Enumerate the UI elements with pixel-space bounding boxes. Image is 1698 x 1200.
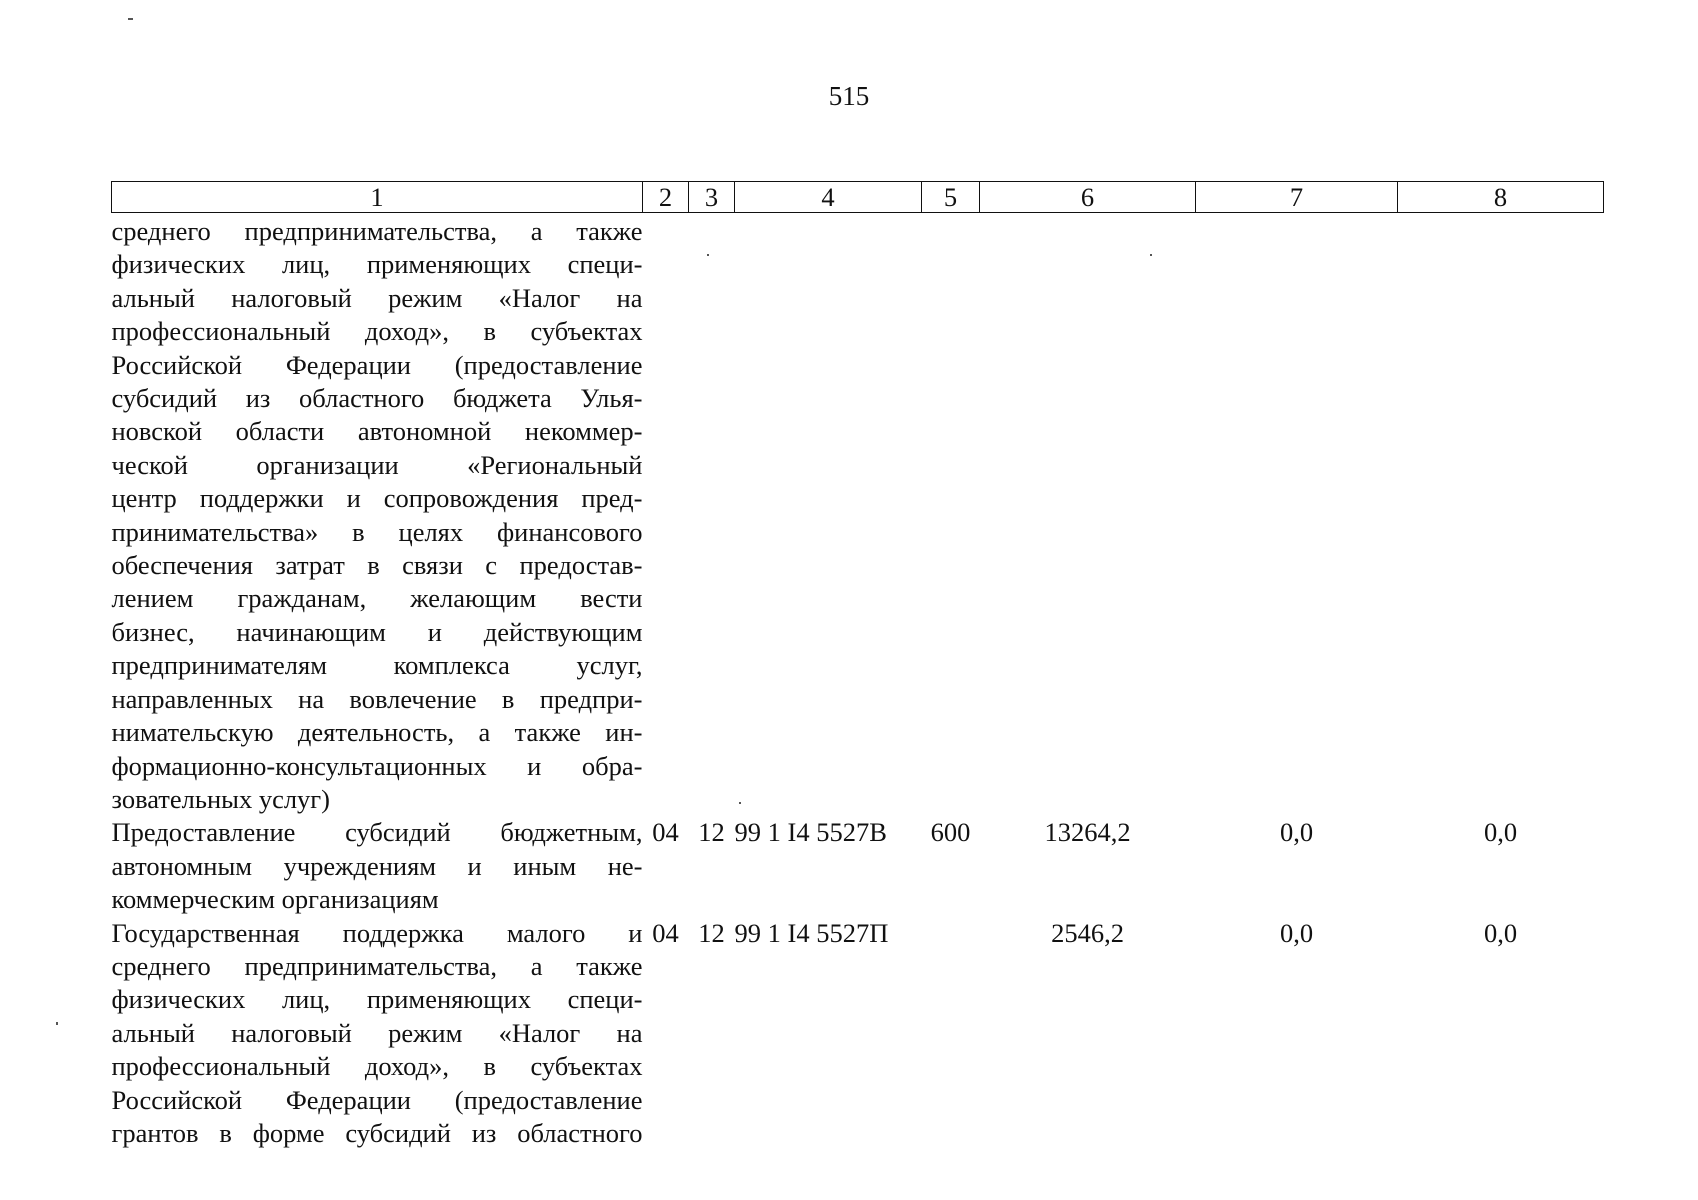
description-line: альный налоговый режим «Налог на	[111, 282, 643, 313]
description-line: центр поддержки и сопровождения пред-	[111, 483, 643, 514]
cell-target-article: 99 1 I4 5527П	[734, 917, 889, 948]
cell-amount-col7: 0,0	[1279, 917, 1314, 948]
cell-target-article: 99 1 I4 5527В	[734, 817, 887, 848]
cell-amount-col6: 2546,2	[1051, 917, 1124, 948]
cell-expense-type	[922, 213, 980, 817]
scan-mark	[56, 1022, 58, 1025]
description-line: ческой организации «Региональный	[111, 449, 643, 480]
description-line: альный налоговый режим «Налог на	[111, 1017, 643, 1048]
cell-expense-type: 600	[930, 817, 971, 848]
cell-section: 04	[652, 917, 679, 948]
column-header-7: 7	[1196, 182, 1398, 213]
table-header	[112, 182, 1604, 213]
cell-target-article	[735, 213, 922, 817]
description-line: физических лиц, применяющих специ-	[111, 984, 643, 1015]
cell-amount-col6	[980, 213, 1196, 817]
cell-amount-col8	[1398, 213, 1604, 817]
description-line: направленных на вовлечение в предпри-	[111, 683, 643, 714]
column-header-5: 5	[922, 182, 980, 213]
cell-amount-col7	[1196, 213, 1398, 817]
cell-amount-col7: 0,0	[1279, 817, 1314, 848]
row-description	[112, 213, 643, 817]
description-line: лением гражданам, желающим вести	[111, 583, 643, 614]
cell-section	[643, 213, 689, 817]
description-line: Предоставление субсидий бюджетным,	[111, 817, 643, 848]
page-number: 515	[828, 81, 870, 111]
column-header-1: 1	[112, 182, 643, 213]
column-header-3: 3	[689, 182, 735, 213]
cell-subsection	[689, 213, 735, 817]
column-header-6: 6	[980, 182, 1196, 213]
column-header-4: 4	[735, 182, 922, 213]
description-line: принимательства» в целях финансового	[111, 516, 643, 547]
budget-table	[111, 181, 1604, 1150]
description-line: профессиональный доход», в субъектах	[111, 316, 643, 347]
table-row	[112, 917, 1604, 1151]
description-line: Российской Федерации (предоставление	[111, 349, 643, 380]
description-line: среднего предпринимательства, а также	[111, 216, 643, 246]
description-line: бизнес, начинающим и действующим	[111, 616, 643, 647]
description-line: нимательскую деятельность, а также ин-	[111, 717, 643, 748]
row-description	[112, 816, 643, 916]
description-line: коммерческим организациям	[111, 884, 439, 915]
description-line: формационно-консультационных и обра-	[111, 750, 643, 781]
cell-amount-col8: 0,0	[1483, 817, 1518, 848]
description-line: обеспечения затрат в связи с предостав-	[111, 550, 643, 581]
description-line: Государственная поддержка малого и	[111, 917, 643, 948]
table-row	[112, 213, 1604, 817]
description-line: физических лиц, применяющих специ-	[111, 249, 643, 280]
table-row	[112, 816, 1604, 916]
description-line: зовательных услуг)	[111, 783, 330, 814]
cell-section: 04	[652, 817, 679, 848]
description-line: новской области автономной некоммер-	[111, 416, 643, 447]
table-body	[112, 213, 1604, 1151]
cell-subsection: 12	[698, 817, 725, 848]
description-line: среднего предпринимательства, а также	[111, 950, 643, 981]
scan-mark	[128, 18, 133, 20]
description-line: предпринимателям комплекса услуг,	[111, 650, 643, 681]
cell-subsection: 12	[698, 917, 725, 948]
description-line: субсидий из областного бюджета Улья-	[111, 383, 643, 414]
description-line: грантов в форме субсидий из областного	[111, 1117, 643, 1148]
description-line: автономным учреждениям и иным не-	[111, 850, 643, 881]
description-line: профессиональный доход», в субъектах	[111, 1051, 643, 1082]
description-line: Российской Федерации (предоставление	[111, 1084, 643, 1115]
cell-amount-col6: 13264,2	[1044, 817, 1131, 848]
column-header-8: 8	[1398, 182, 1604, 213]
column-header-2: 2	[643, 182, 689, 213]
row-description	[112, 917, 643, 1151]
header-row	[112, 182, 1604, 213]
cell-amount-col8: 0,0	[1483, 917, 1518, 948]
cell-expense-type	[922, 917, 980, 1151]
